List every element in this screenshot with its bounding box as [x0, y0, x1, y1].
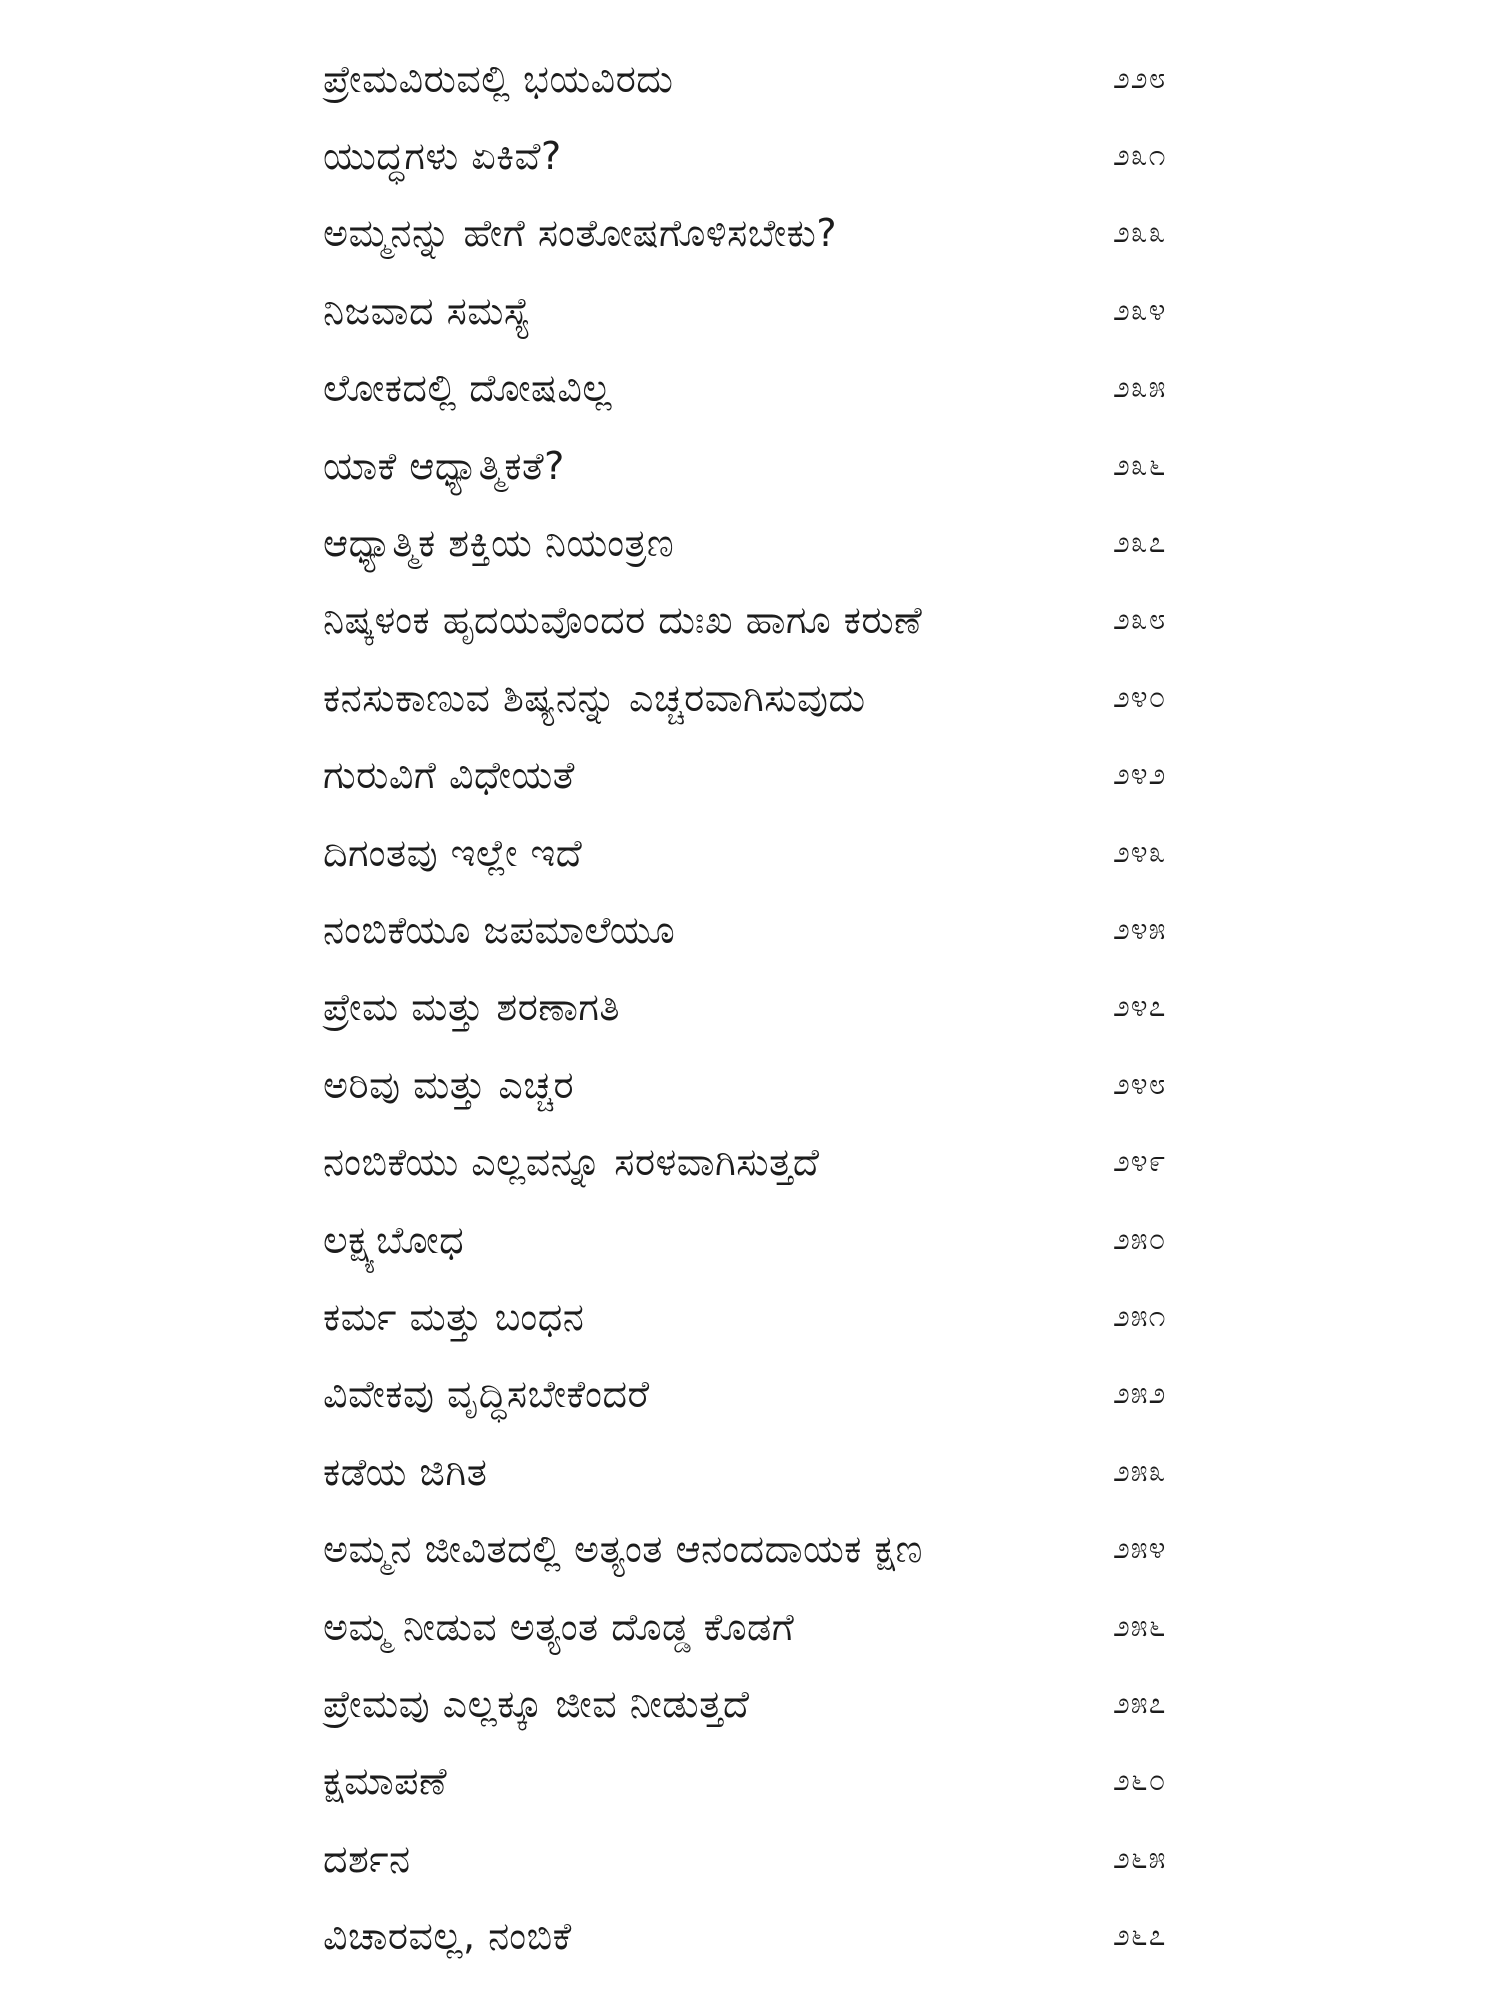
toc-entry-title: ಅಮ್ಮನನ್ನು ಹೇಗೆ ಸಂತೋಷಗೊಳಿಸಬೇಕು? — [323, 211, 838, 256]
toc-entry-page: ೨೩೬ — [1113, 447, 1167, 483]
toc-entry-title: ನಿಷ್ಕಳಂಕ ಹೃದಯವೊಂದರ ದುಃಖ ಹಾಗೂ ಕರುಣೆ — [323, 598, 923, 643]
toc-entry-page: ೨೨೮ — [1113, 60, 1167, 96]
table-of-contents — [0, 40, 1500, 1975]
toc-entry — [0, 1665, 1500, 1742]
toc-entry-title: ನಿಜವಾದ ಸಮಸ್ಯೆ — [323, 288, 532, 333]
toc-entry-title: ಆಧ್ಯಾತ್ಮಿಕ ಶಕ್ತಿಯ ನಿಯಂತ್ರಣ — [323, 521, 675, 566]
toc-entry-title: ಪ್ರೇಮ ಮತ್ತು ಶರಣಾಗತಿ — [323, 985, 621, 1030]
toc-entry — [0, 1743, 1500, 1820]
toc-entry-page: ೨೪೯ — [1113, 1144, 1167, 1180]
toc-entry-title: ಅಮ್ಮ ನೀಡುವ ಅತ್ಯಂತ ದೊಡ್ಡ ಕೊಡಗೆ — [323, 1604, 795, 1649]
toc-entry-page: ೨೪೨ — [1113, 757, 1167, 793]
toc-entry — [0, 1278, 1500, 1355]
toc-entry-page: ೨೩೮ — [1113, 602, 1167, 638]
toc-entry-page: ೨೪೩ — [1113, 834, 1167, 870]
toc-entry-page: ೨೫೬ — [1113, 1608, 1167, 1644]
toc-entry-page: ೨೩೫ — [1113, 370, 1167, 406]
toc-entry-title: ದರ್ಶನ — [323, 1836, 411, 1881]
toc-entry-title: ಯುದ್ಧಗಳು ಏಕಿವೆ? — [323, 134, 562, 179]
toc-entry-page: ೨೪೫ — [1113, 911, 1167, 947]
toc-entry — [0, 1510, 1500, 1587]
toc-entry-title: ಲಕ್ಷ್ಯಬೋಧ — [323, 1217, 465, 1262]
toc-entry-page: ೨೫೨ — [1113, 1376, 1167, 1412]
toc-entry — [0, 659, 1500, 736]
toc-entry-page: ೨೩೧ — [1113, 138, 1167, 174]
toc-entry — [0, 1356, 1500, 1433]
toc-entry-page: ೨೫೦ — [1113, 1221, 1167, 1257]
toc-entry-page: ೨೫೩ — [1113, 1453, 1167, 1489]
toc-entry-title: ಲೋಕದಲ್ಲಿ ದೋಷವಿಲ್ಲ — [323, 366, 613, 411]
toc-entry-title: ನಂಬಿಕೆಯು ಎಲ್ಲವನ್ನೂ ಸರಳವಾಗಿಸುತ್ತದೆ — [323, 1140, 820, 1185]
toc-entry — [0, 427, 1500, 504]
toc-entry-title: ವಿಚಾರವಲ್ಲ, ನಂಬಿಕೆ — [323, 1914, 572, 1959]
toc-entry-title: ಕ್ಷಮಾಪಣೆ — [323, 1759, 448, 1804]
toc-entry-page: ೨೪೭ — [1113, 989, 1167, 1025]
toc-entry-title: ವಿವೇಕವು ವೃದ್ಧಿಸಬೇಕೆಂದರೆ — [323, 1372, 650, 1417]
toc-entry — [0, 1123, 1500, 1200]
toc-entry-page: ೨೫೧ — [1113, 1298, 1167, 1334]
toc-entry-title: ಗುರುವಿಗೆ ವಿಧೇಯತೆ — [323, 753, 575, 798]
toc-entry — [0, 1897, 1500, 1974]
toc-entry — [0, 117, 1500, 194]
toc-entry-title: ಕರ್ಮ ಮತ್ತು ಬಂಧನ — [323, 1294, 585, 1339]
toc-entry-page: ೨೩೩ — [1113, 215, 1167, 251]
toc-entry-title: ನಂಬಿಕೆಯೂ ಜಪಮಾಲೆಯೂ — [323, 907, 676, 952]
toc-entry-page: ೨೪೦ — [1113, 679, 1167, 715]
toc-entry-title: ಪ್ರೇಮವು ಎಲ್ಲಕ್ಕೂ ಜೀವ ನೀಡುತ್ತದೆ — [323, 1681, 750, 1726]
toc-entry — [0, 1820, 1500, 1897]
toc-entry-title: ಕಡೆಯ ಜಿಗಿತ — [323, 1449, 488, 1494]
toc-entry — [0, 1201, 1500, 1278]
toc-entry — [0, 40, 1500, 117]
toc-entry-title: ಕನಸುಕಾಣುವ ಶಿಷ್ಯನನ್ನು ಎಚ್ಚರವಾಗಿಸುವುದು — [323, 675, 866, 720]
toc-entry — [0, 814, 1500, 891]
toc-entry-title: ಅಮ್ಮನ ಜೀವಿತದಲ್ಲಿ ಅತ್ಯಂತ ಆನಂದದಾಯಕ ಕ್ಷಣ — [323, 1527, 923, 1572]
toc-entry — [0, 272, 1500, 349]
toc-entry-title: ಯಾಕೆ ಆಧ್ಯಾತ್ಮಿಕತೆ? — [323, 443, 565, 488]
toc-entry — [0, 582, 1500, 659]
toc-entry — [0, 737, 1500, 814]
toc-entry-page: ೨೬೭ — [1113, 1918, 1167, 1954]
toc-entry — [0, 1433, 1500, 1510]
toc-entry-page: ೨೩೭ — [1113, 525, 1167, 561]
toc-entry — [0, 504, 1500, 581]
toc-entry-title: ದಿಗಂತವು ಇಲ್ಲೇ ಇದೆ — [323, 830, 583, 875]
toc-entry — [0, 1588, 1500, 1665]
toc-entry-page: ೨೪೮ — [1113, 1066, 1167, 1102]
toc-entry-title: ಪ್ರೇಮವಿರುವಲ್ಲಿ ಭಯವಿರದು — [323, 56, 674, 101]
toc-entry-title: ಅರಿವು ಮತ್ತು ಎಚ್ಚರ — [323, 1062, 575, 1107]
toc-entry-page: ೨೫೭ — [1113, 1685, 1167, 1721]
toc-entry — [0, 195, 1500, 272]
toc-entry-page: ೨೩೪ — [1113, 292, 1167, 328]
toc-entry-page: ೨೬೦ — [1113, 1763, 1167, 1799]
toc-entry — [0, 891, 1500, 968]
toc-entry — [0, 969, 1500, 1046]
toc-entry — [0, 350, 1500, 427]
toc-entry-page: ೨೬೫ — [1113, 1840, 1167, 1876]
toc-entry-page: ೨೫೪ — [1113, 1531, 1167, 1567]
toc-entry — [0, 1046, 1500, 1123]
